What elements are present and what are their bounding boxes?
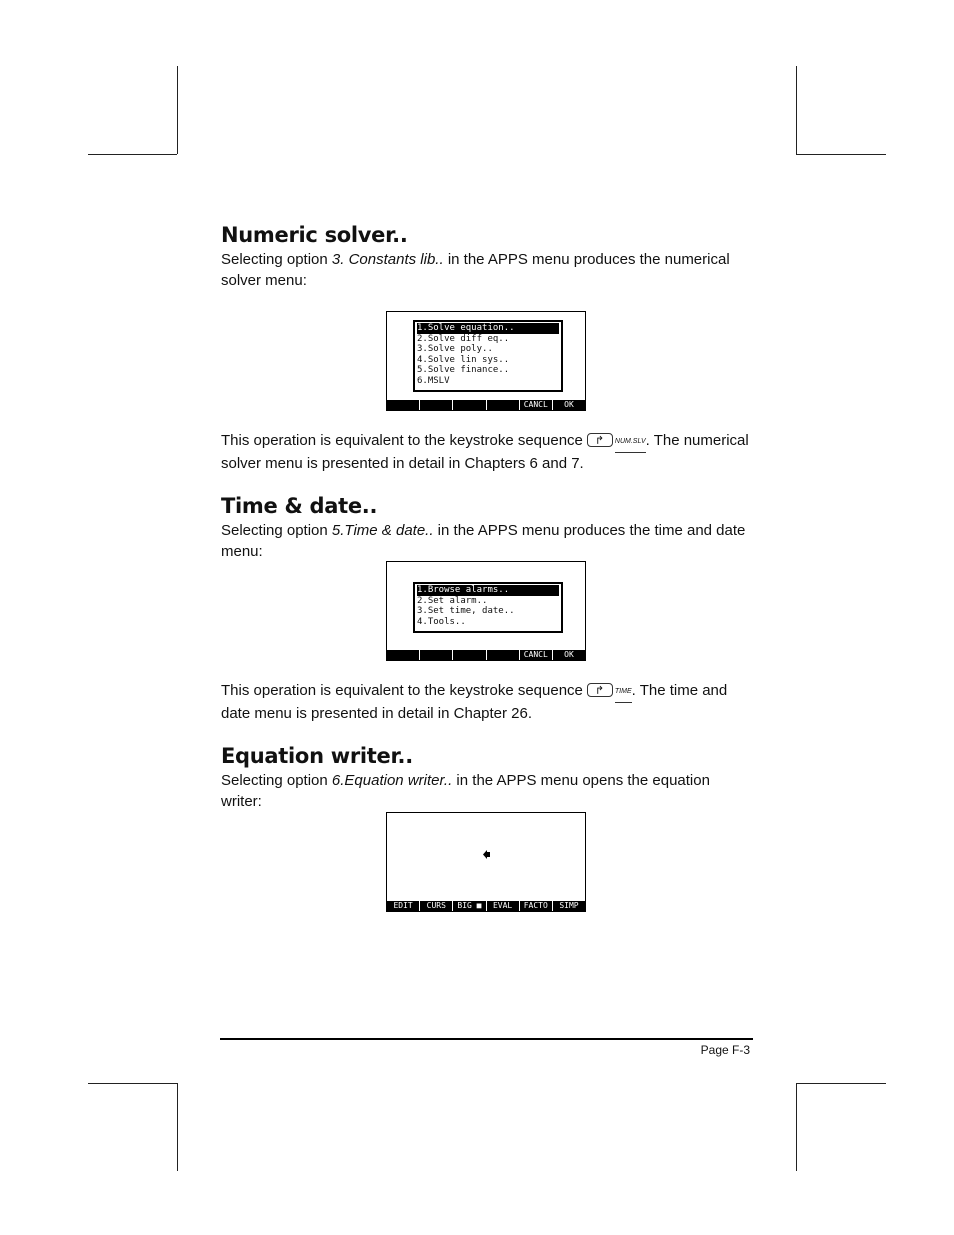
crop-mark (796, 66, 797, 154)
cursor-icon (483, 850, 490, 859)
softkey-ok: OK (564, 650, 574, 659)
menu-item: 3.Set time, date.. (417, 606, 515, 616)
crop-mark (88, 154, 177, 155)
menu-item: 1.Browse alarms.. (417, 585, 559, 596)
softkey-cancel: CANCL (520, 400, 553, 410)
page-number: Page F-3 (700, 1043, 750, 1057)
softkey-edit: EDIT (387, 901, 420, 911)
softkey-simp: SIMP (559, 901, 579, 910)
key-label: TIME (615, 681, 632, 703)
menu-item: 2.Solve diff eq.. (417, 333, 510, 344)
softkey-ok: OK (564, 400, 574, 409)
numeric-solver-equivalence: This operation is equivalent to the keystroke sequence↱ NUM.SLV. The numerical solver menu is presented in detail in Chapters 6 and 7. (221, 430, 753, 474)
softkey-bar (387, 400, 585, 410)
softkey-facto: FACTO (520, 901, 553, 911)
softkey (487, 400, 520, 410)
softkey (420, 400, 453, 410)
right-shift-key-icon (587, 433, 613, 447)
softkey-bar (387, 650, 585, 660)
menu-item: 5.Solve finance.. (417, 365, 510, 375)
key-label: NUM.SLV (615, 431, 646, 453)
time-date-intro: Selecting option 5.Time & date.. in the APPS menu produces the time and date menu: (221, 522, 746, 560)
crop-mark (796, 1083, 886, 1084)
time-date-screenshot (386, 561, 586, 661)
menu-item: 6.MSLV (417, 375, 450, 386)
softkey (420, 650, 453, 660)
softkey (453, 650, 486, 660)
softkey (487, 650, 520, 660)
menu-item: 4.Tools.. (417, 616, 466, 627)
section-heading-time-date: Time & date.. (221, 494, 378, 518)
softkey (387, 650, 420, 660)
menu-item: 4.Solve lin sys.. (417, 354, 510, 365)
equation-writer-screenshot (386, 812, 586, 912)
softkey (387, 400, 420, 410)
crop-mark (177, 1083, 178, 1171)
softkey-curs: CURS (420, 901, 453, 911)
softkey-eval: EVAL (487, 901, 520, 911)
crop-mark (88, 1083, 177, 1084)
numeric-solver-screenshot (386, 311, 586, 411)
footer-rule (220, 1038, 753, 1040)
numeric-solver-menu (413, 320, 563, 392)
time-date-equivalence: This operation is equivalent to the keystroke sequence↱ TIME. The time and date menu is presented in detail in Chapter 26. (221, 680, 753, 724)
crop-mark (796, 154, 886, 155)
menu-item: 1.Solve equation.. (417, 323, 559, 334)
numeric-solver-intro: Selecting option 3. Constants lib.. in the APPS menu produces the numerical solver menu: (221, 251, 730, 289)
softkey-bar (387, 901, 585, 911)
equation-writer-intro: Selecting option 6.Equation writer.. in the APPS menu opens the equation writer: (221, 772, 710, 810)
section-heading-numeric-solver: Numeric solver.. (221, 223, 408, 247)
time-date-menu (413, 582, 563, 633)
section-heading-equation-writer: Equation writer.. (221, 744, 413, 768)
softkey-big: BIG ■ (453, 901, 486, 911)
menu-item: 3.Solve poly.. (417, 344, 493, 354)
menu-item: 2.Set alarm.. (417, 595, 488, 606)
softkey (453, 400, 486, 410)
crop-mark (796, 1083, 797, 1171)
crop-mark (177, 66, 178, 154)
right-shift-key-icon (587, 683, 613, 697)
softkey-cancel: CANCL (520, 650, 553, 660)
